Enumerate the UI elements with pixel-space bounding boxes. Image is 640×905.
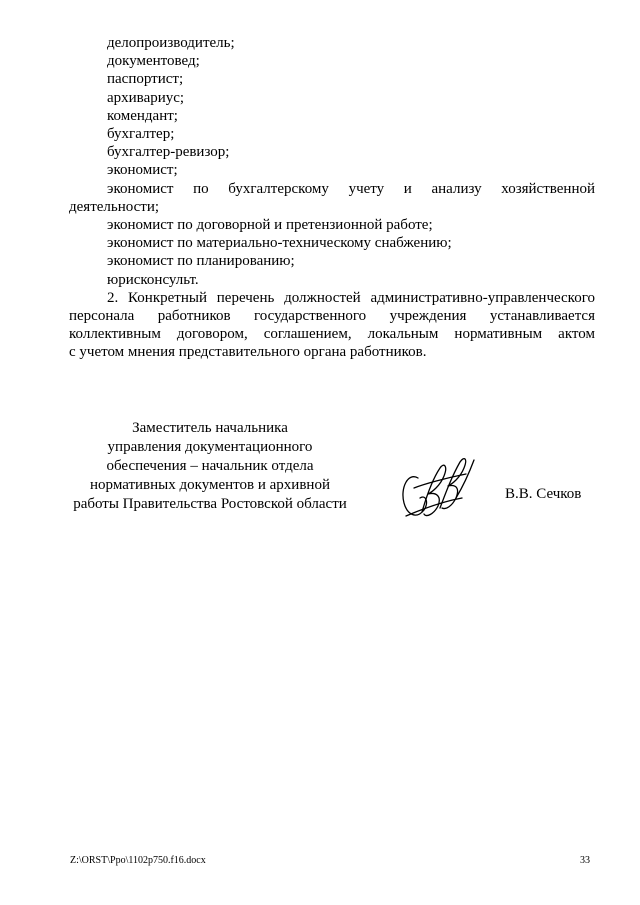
handwritten-signature [396,448,480,526]
paragraph-2-line4: с учетом мнения представительного органа работников. [69,344,427,361]
list-item-long-line1: экономист по бухгалтерскому учету и анализу хозяйственной [107,180,595,197]
signatory-title-line: управления документационного [107,439,313,455]
list-item: архивариус; [107,89,185,106]
signatory-title-line: нормативных документов и архивной [90,477,330,493]
list-item: делопроизводитель; [107,35,235,51]
list-item-long-line2: деятельности; [69,198,160,215]
list-item: экономист по планированию; [107,253,295,270]
list-item: экономист по материально-техническому снабжению; [107,235,452,252]
signatory-title [60,419,360,514]
paragraph-2-line1: 2. Конкретный перечень должностей административно-управленческого [107,289,595,306]
list-item: бухгалтер-ревизор; [107,144,230,161]
signer-name: В.В. Сечков [505,486,582,502]
list-item: юрисконсульт. [107,271,199,288]
signatory-title-line: работы Правительства Ростовской области [73,496,347,512]
signatory-title-line: Заместитель начальника [132,420,288,436]
paragraph-2-line2: персонала работников государственного учреждения устанавливается [69,308,595,325]
paragraph-2-line3: коллективным договором, соглашением, локальным нормативным актом [69,326,595,343]
list-item: паспортист; [107,71,184,88]
list-item: экономист по договорной и претензионной работе; [107,217,433,234]
signatory-title-line: обеспечения – начальник отдела [106,458,314,474]
list-item: комендант; [107,107,178,124]
page-number: 33 [580,855,590,866]
list-item: экономист; [107,162,178,179]
footer-file-path: Z:\ORST\Ppo\1102p750.f16.docx [70,855,206,866]
document-body [69,34,595,362]
list-item: документовед; [107,53,200,70]
list-item: бухгалтер; [107,126,175,143]
